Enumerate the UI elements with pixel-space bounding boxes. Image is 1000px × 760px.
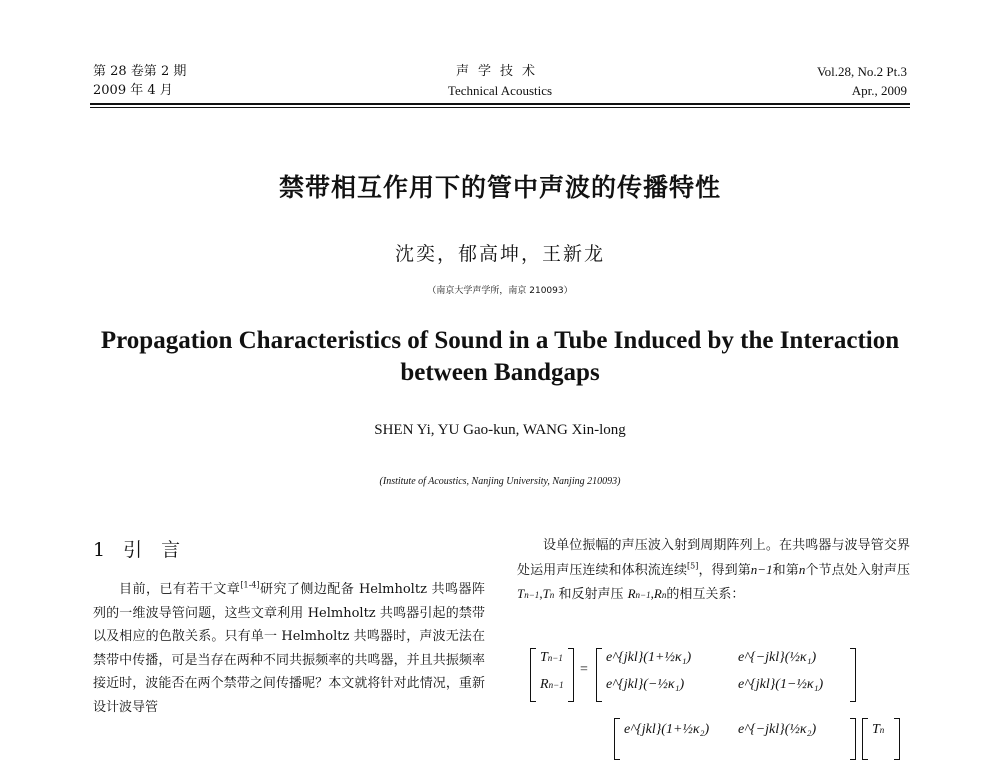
journal-name-en: Technical Acoustics [447,83,553,98]
matrix1-bracket-left [596,648,602,702]
journal-volume-line: 第 28 卷第 2 期 [93,64,187,79]
citation-ref: [1-4] [240,580,260,590]
method-paragraph: 设单位振幅的声压波入射到周期阵列上。在共鸣器与波导管交界处运用声压连续和体积流连续[5]，得到第n−1和第n个节点处入射声压 Tn−1,Tn 和反射声压 Rn−1,Rn的相互关系： [517,538,910,602]
rhs-bracket-right [894,718,900,760]
matrix1-r2c1: e^{jkl}(−½κ₁) [606,677,685,692]
citation-ref: [5] [687,561,699,571]
affiliation-cn: （南京大学声学所，南京 210093） [427,286,573,296]
journal-issue-info [817,62,907,100]
journal-issue-date: Apr., 2009 [851,83,907,98]
lhs-top: Tn−1 [540,650,563,665]
section-title: 引 言 [123,539,181,561]
authors-en: SHEN Yi, YU Gao-kun, WANG Xin-long [374,422,626,438]
matrix1-r1c1: e^{jkl}(1+½κ₁) [606,650,692,665]
lhs-bracket-right [568,648,574,702]
matrix1-r1c2: e^{−jkl}(½κ₁) [738,650,817,665]
journal-name-cn: 声学技术 [455,64,544,79]
symbol-T: T [517,586,525,601]
symbol-R: R [627,586,636,601]
section-number: 1 [93,539,106,561]
left-column [93,578,485,719]
section-heading [93,535,198,562]
node-index-prev: n−1 [750,561,773,577]
lhs-bottom: Rn−1 [540,677,564,692]
matrix2-r1c2: e^{−jkl}(½κ₂) [738,722,817,737]
equals-sign: = [580,662,588,677]
matrix2-r1c1: e^{jkl}(1+½κ₂) [624,722,710,737]
method-text-d: 和第 [772,562,799,578]
matrix1-r2c2: e^{jkl}(1−½κ₁) [738,677,824,692]
method-text-f: 个节点处入射声压 [805,562,910,578]
method-text-a: 设单位振幅的声压波入射到周期阵列上。在共鸣器与波导管交界处运用声压连续和体积流连续 [517,538,910,578]
matrix2-bracket-left [614,718,620,760]
matrix1-bracket-right [850,648,856,702]
transfer-matrix-equation [520,640,910,737]
method-text-j: 的相互关系： [666,587,745,602]
journal-issue-line: Vol.28, No.2 Pt.3 [816,64,907,79]
intro-paragraph [93,578,485,719]
rhs-bracket-left [862,718,868,760]
paper-title-cn: 禁带相互作用下的管中声波的传播特性 [278,173,721,202]
intro-text-a: 目前，已有若干文章 [119,582,241,597]
matrix2-bracket-right [850,718,856,760]
header-rule-thick [90,103,910,105]
affiliation-en: (Institute of Acoustics, Nanjing University, Nanjing 210093) [379,476,621,487]
method-text-h: 和反射声压 [558,587,624,602]
rhs-top: Tn [872,722,885,737]
header-rule-thin [90,107,910,108]
intro-text-b: 研究了侧边配备 Helmholtz 共鸣器阵列的一维波导管问题，这些文章利用 Helmholtz 共鸣器引起的禁带以及相应的色散关系。只有单一 Helmholtz 共鸣器时，声波无法在禁带中传播，可是当存在两种不同共振频率的共鸣器，并且共振频率接近时，波能否在两个禁带之间传播呢？本文就将针对此情况，重新设计波导管 [93,582,485,715]
lhs-bracket-left [530,648,536,702]
authors-cn: 沈奕，郁高坤，王新龙 [394,243,605,265]
paper-title-en: Propagation Characteristics of Sound in a Tube Induced by the Interaction between Bandgaps [100,327,900,386]
journal-date-line: 2009 年 4 月 [93,83,173,98]
method-text-b: ，得到第 [698,562,751,578]
node-index: n [798,561,806,577]
right-column [517,534,910,608]
